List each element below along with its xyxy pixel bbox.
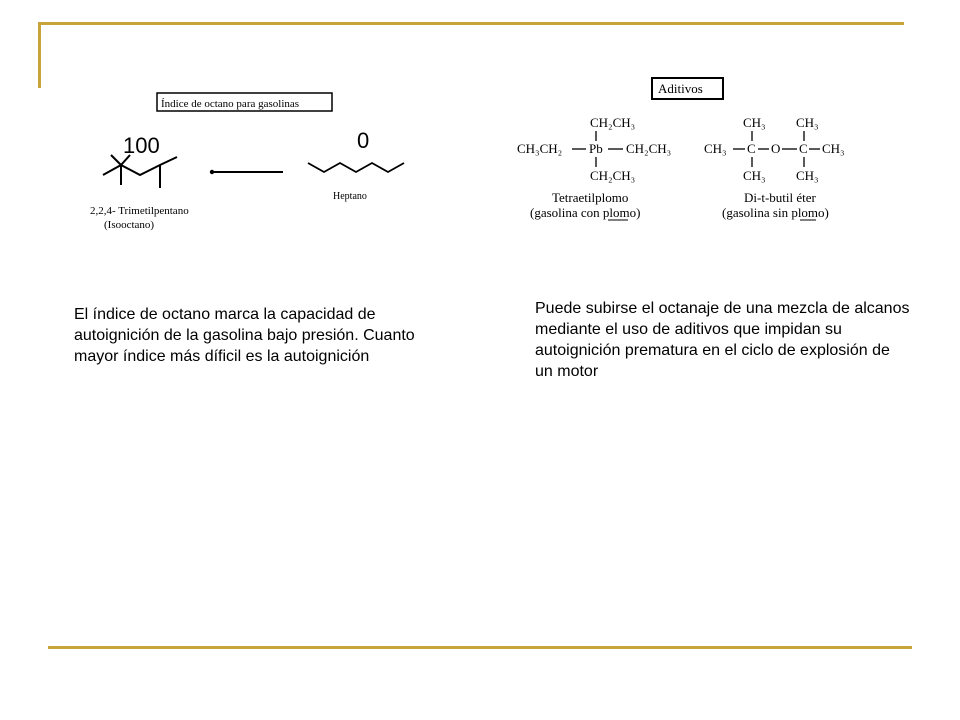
tel-note: (gasolina con plomo) xyxy=(530,205,641,220)
ether-note: (gasolina sin plomo) xyxy=(722,205,829,220)
isooctane-structure xyxy=(103,155,177,188)
tel-bottom-group: CH₂CH₃ xyxy=(590,168,636,183)
ether-carbon-2: C xyxy=(799,141,808,156)
ether-left-group: CH₃ xyxy=(704,141,727,156)
ether-carbon-1: C xyxy=(747,141,756,156)
bottom-accent-rule xyxy=(48,646,912,649)
tel-top-group: CH₂CH₃ xyxy=(590,115,636,130)
ether-bottom-left-group: CH₃ xyxy=(743,168,766,183)
octane-explanation: El índice de octano marca la capacidad de autoignición de la gasolina bajo presión. Cuanto mayor índice más díficil es la autoignición xyxy=(74,306,415,365)
ether-top-right-group: CH₃ xyxy=(796,115,819,130)
scale-dot xyxy=(210,170,214,174)
octane-figure xyxy=(90,93,404,231)
octane-title: Índice de octano para gasolinas xyxy=(161,98,300,110)
tel-lead-atom: Pb xyxy=(589,141,603,156)
additives-title: Aditivos xyxy=(658,81,703,96)
heptane-name: Heptano xyxy=(333,191,367,202)
octane-high-value: 100 xyxy=(123,133,160,158)
tel-left-group: CH₃CH₂ xyxy=(517,141,563,156)
isooctane-alias: (Isooctano) xyxy=(104,219,155,231)
additives-figure xyxy=(517,78,845,220)
ether-oxygen: O xyxy=(771,141,781,156)
ether-bottom-right-group: CH₃ xyxy=(796,168,819,183)
additives-explanation: Puede subirse el octanaje de una mezcla de alcanos mediante el uso de aditivos que impidan su autoignición prematura en el ciclo de explosión de un motor xyxy=(535,300,910,380)
tel-name: Tetraetilplomo xyxy=(552,190,629,205)
isooctane-name: 2,2,4- Trimetilpentano xyxy=(90,205,189,217)
ether-name: Di-t-butil éter xyxy=(744,190,816,205)
tel-right-group: CH₂CH₃ xyxy=(626,141,672,156)
ether-top-left-group: CH₃ xyxy=(743,115,766,130)
octane-low-value: 0 xyxy=(357,128,370,153)
chemistry-figures xyxy=(0,0,960,300)
ether-right-group: CH₃ xyxy=(822,141,845,156)
heptane-structure xyxy=(308,163,404,172)
